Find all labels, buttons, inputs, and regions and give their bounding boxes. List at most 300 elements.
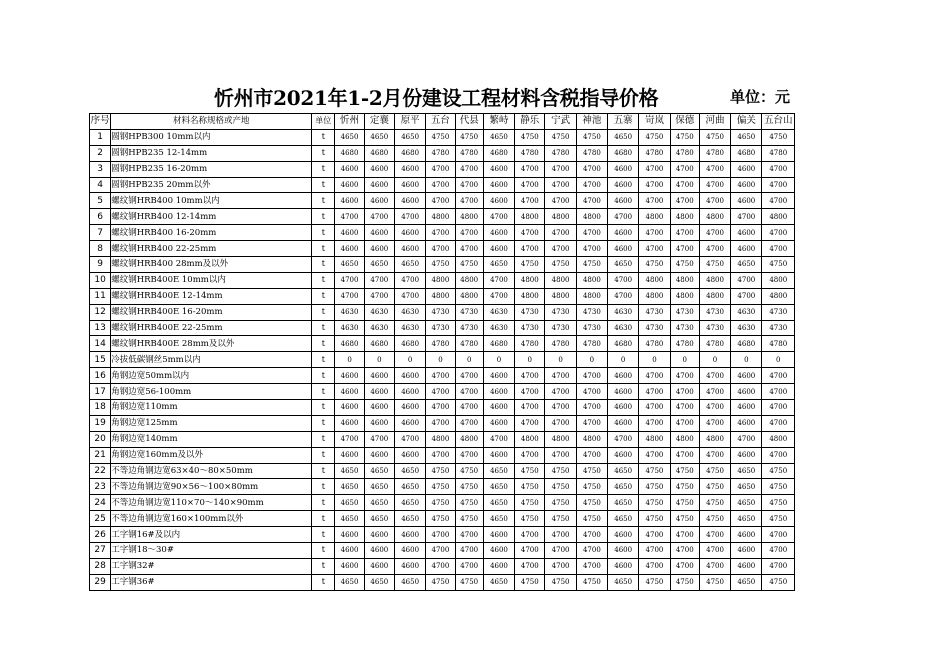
price-cell: 4700 xyxy=(639,368,670,384)
material-name: 角钢边宽56-100mm xyxy=(111,384,312,400)
price-cell: 4700 xyxy=(576,415,607,431)
price-cell: 4600 xyxy=(335,193,364,209)
unit-cell: t xyxy=(312,527,335,543)
table-row xyxy=(90,479,795,495)
price-cell: 4600 xyxy=(364,161,394,177)
price-cell: 4650 xyxy=(608,479,639,495)
price-cell: 4680 xyxy=(335,336,364,352)
table-row xyxy=(90,129,795,145)
price-cell: 4780 xyxy=(515,336,545,352)
price-cell: 4700 xyxy=(762,527,795,543)
price-cell: 4700 xyxy=(639,415,670,431)
price-cell: 4680 xyxy=(335,145,364,161)
price-cell: 4700 xyxy=(515,527,545,543)
material-name: 螺纹钢HRB400E 28mm及以外 xyxy=(111,336,312,352)
unit-cell: t xyxy=(312,400,335,416)
price-cell: 0 xyxy=(364,352,394,368)
table-row xyxy=(90,384,795,400)
price-cell: 4600 xyxy=(483,193,514,209)
price-cell: 0 xyxy=(545,352,576,368)
price-cell: 4700 xyxy=(639,447,670,463)
price-cell: 4750 xyxy=(699,463,730,479)
price-cell: 4700 xyxy=(576,241,607,257)
table-row xyxy=(90,257,795,273)
price-cell: 4600 xyxy=(394,241,425,257)
price-cell: 4700 xyxy=(731,272,762,288)
material-name: 圆钢HPB300 10mm以内 xyxy=(111,129,312,145)
price-cell: 4700 xyxy=(515,177,545,193)
price-cell: 4700 xyxy=(699,384,730,400)
price-cell: 4700 xyxy=(515,161,545,177)
price-cell: 4730 xyxy=(515,320,545,336)
row-number: 23 xyxy=(90,479,111,495)
table-row xyxy=(90,304,795,320)
price-cell: 0 xyxy=(515,352,545,368)
price-cell: 4780 xyxy=(699,145,730,161)
price-cell: 4750 xyxy=(515,574,545,590)
unit-cell: t xyxy=(312,463,335,479)
price-cell: 4730 xyxy=(670,304,699,320)
row-number: 27 xyxy=(90,543,111,559)
price-cell: 4650 xyxy=(394,574,425,590)
material-name: 螺纹钢HRB400 22-25mm xyxy=(111,241,312,257)
price-cell: 4700 xyxy=(576,543,607,559)
unit-cell: t xyxy=(312,384,335,400)
material-name: 螺纹钢HRB400 16-20mm xyxy=(111,225,312,241)
price-cell: 4700 xyxy=(762,558,795,574)
price-cell: 4800 xyxy=(699,209,730,225)
price-cell: 4700 xyxy=(394,288,425,304)
price-cell: 4800 xyxy=(639,209,670,225)
price-cell: 4700 xyxy=(455,400,483,416)
price-cell: 4700 xyxy=(394,209,425,225)
material-name: 圆钢HPB235 16-20mm xyxy=(111,161,312,177)
price-cell: 4750 xyxy=(699,511,730,527)
price-cell: 4700 xyxy=(394,431,425,447)
price-cell: 4800 xyxy=(515,272,545,288)
price-cell: 4700 xyxy=(762,161,795,177)
price-cell: 4700 xyxy=(545,368,576,384)
price-cell: 4750 xyxy=(670,463,699,479)
price-cell: 4700 xyxy=(335,431,364,447)
price-cell: 4750 xyxy=(670,511,699,527)
price-cell: 4600 xyxy=(731,241,762,257)
price-cell: 4700 xyxy=(515,558,545,574)
price-cell: 4750 xyxy=(545,495,576,511)
row-number: 29 xyxy=(90,574,111,590)
header-region: 保德 xyxy=(670,114,699,130)
unit-cell: t xyxy=(312,241,335,257)
price-cell: 4650 xyxy=(335,257,364,273)
price-cell: 4650 xyxy=(335,479,364,495)
price-cell: 4700 xyxy=(545,177,576,193)
price-cell: 4800 xyxy=(545,288,576,304)
price-cell: 4700 xyxy=(576,447,607,463)
table-row xyxy=(90,177,795,193)
price-cell: 4700 xyxy=(762,447,795,463)
table-row xyxy=(90,352,795,368)
table-row xyxy=(90,415,795,431)
price-cell: 4700 xyxy=(762,177,795,193)
price-cell: 4600 xyxy=(731,368,762,384)
table-row xyxy=(90,400,795,416)
price-cell: 4700 xyxy=(455,241,483,257)
price-cell: 4650 xyxy=(608,463,639,479)
price-cell: 4700 xyxy=(699,415,730,431)
price-cell: 4600 xyxy=(731,225,762,241)
price-cell: 4650 xyxy=(364,463,394,479)
material-name: 角钢边宽50mm以内 xyxy=(111,368,312,384)
price-cell: 4800 xyxy=(699,431,730,447)
unit-label: 单位：元 xyxy=(730,88,791,106)
price-cell: 4730 xyxy=(639,320,670,336)
header-region: 静乐 xyxy=(515,114,545,130)
unit-cell: t xyxy=(312,352,335,368)
price-cell: 4700 xyxy=(426,527,455,543)
price-cell: 4750 xyxy=(426,479,455,495)
price-cell: 4700 xyxy=(699,400,730,416)
row-number: 18 xyxy=(90,400,111,416)
price-cell: 4700 xyxy=(426,384,455,400)
price-cell: 4700 xyxy=(576,400,607,416)
price-cell: 4750 xyxy=(545,479,576,495)
price-cell: 4780 xyxy=(639,336,670,352)
price-cell: 4700 xyxy=(670,400,699,416)
row-number: 26 xyxy=(90,527,111,543)
price-cell: 4780 xyxy=(455,145,483,161)
price-cell: 4750 xyxy=(576,495,607,511)
price-cell: 4750 xyxy=(699,495,730,511)
price-cell: 4600 xyxy=(731,384,762,400)
price-cell: 4800 xyxy=(455,431,483,447)
row-number: 22 xyxy=(90,463,111,479)
price-cell: 4750 xyxy=(670,495,699,511)
price-cell: 4700 xyxy=(545,384,576,400)
price-cell: 4650 xyxy=(364,511,394,527)
price-cell: 4600 xyxy=(608,543,639,559)
price-cell: 0 xyxy=(762,352,795,368)
price-cell: 4750 xyxy=(670,257,699,273)
price-cell: 4800 xyxy=(515,288,545,304)
price-cell: 4700 xyxy=(364,272,394,288)
price-cell: 4730 xyxy=(639,304,670,320)
price-cell: 4600 xyxy=(335,400,364,416)
table-row xyxy=(90,527,795,543)
header-region: 岢岚 xyxy=(639,114,670,130)
price-cell: 4730 xyxy=(545,320,576,336)
price-cell: 4650 xyxy=(731,479,762,495)
price-cell: 4700 xyxy=(699,225,730,241)
header-region: 忻州 xyxy=(335,114,364,130)
price-cell: 4700 xyxy=(364,288,394,304)
price-cell: 4630 xyxy=(731,320,762,336)
material-name: 工字钢18～30# xyxy=(111,543,312,559)
price-cell: 4800 xyxy=(670,288,699,304)
price-cell: 4680 xyxy=(394,336,425,352)
price-cell: 4600 xyxy=(394,558,425,574)
material-name: 圆钢HPB235 20mm以外 xyxy=(111,177,312,193)
price-cell: 4700 xyxy=(515,400,545,416)
price-cell: 4680 xyxy=(608,145,639,161)
price-cell: 4600 xyxy=(335,225,364,241)
table-row xyxy=(90,209,795,225)
price-cell: 4750 xyxy=(515,129,545,145)
price-cell: 4650 xyxy=(731,511,762,527)
price-cell: 4700 xyxy=(670,225,699,241)
price-cell: 0 xyxy=(639,352,670,368)
price-cell: 4650 xyxy=(335,574,364,590)
price-cell: 4750 xyxy=(426,463,455,479)
price-cell: 4700 xyxy=(483,209,514,225)
price-cell: 4700 xyxy=(670,177,699,193)
price-cell: 4680 xyxy=(483,336,514,352)
price-cell: 4630 xyxy=(608,320,639,336)
price-cell: 4750 xyxy=(639,511,670,527)
price-cell: 4600 xyxy=(364,400,394,416)
price-cell: 4750 xyxy=(576,574,607,590)
price-cell: 4750 xyxy=(426,511,455,527)
material-name: 螺纹钢HRB400E 10mm以内 xyxy=(111,272,312,288)
price-cell: 4700 xyxy=(608,288,639,304)
row-number: 12 xyxy=(90,304,111,320)
row-number: 28 xyxy=(90,558,111,574)
price-cell: 4600 xyxy=(364,415,394,431)
price-cell: 4600 xyxy=(483,400,514,416)
price-cell: 4600 xyxy=(731,193,762,209)
price-cell: 4600 xyxy=(394,415,425,431)
price-cell: 4600 xyxy=(335,177,364,193)
price-cell: 4700 xyxy=(699,241,730,257)
price-cell: 4700 xyxy=(515,193,545,209)
price-cell: 4700 xyxy=(515,415,545,431)
table-body xyxy=(90,129,795,590)
price-cell: 4650 xyxy=(483,129,514,145)
price-cell: 4600 xyxy=(483,225,514,241)
table-row xyxy=(90,511,795,527)
price-cell: 4600 xyxy=(364,177,394,193)
price-cell: 4700 xyxy=(515,384,545,400)
price-cell: 4700 xyxy=(670,527,699,543)
material-name: 不等边角钢边宽110×70～140×90mm xyxy=(111,495,312,511)
price-cell: 4750 xyxy=(699,129,730,145)
price-cell: 4750 xyxy=(515,511,545,527)
price-cell: 4600 xyxy=(394,543,425,559)
price-cell: 4700 xyxy=(639,241,670,257)
price-cell: 4800 xyxy=(762,431,795,447)
header-region: 五台山 xyxy=(762,114,795,130)
price-cell: 4700 xyxy=(639,558,670,574)
header-region: 神池 xyxy=(576,114,607,130)
unit-cell: t xyxy=(312,511,335,527)
price-cell: 4630 xyxy=(394,320,425,336)
price-cell: 4700 xyxy=(545,543,576,559)
price-cell: 4750 xyxy=(455,129,483,145)
price-cell: 4700 xyxy=(364,209,394,225)
price-cell: 4630 xyxy=(394,304,425,320)
price-cell: 4700 xyxy=(426,368,455,384)
price-cell: 4700 xyxy=(699,558,730,574)
price-cell: 4750 xyxy=(576,257,607,273)
price-cell: 4600 xyxy=(608,225,639,241)
price-cell: 4750 xyxy=(762,463,795,479)
price-cell: 4700 xyxy=(576,368,607,384)
price-cell: 4700 xyxy=(455,447,483,463)
row-number: 4 xyxy=(90,177,111,193)
price-cell: 4780 xyxy=(699,336,730,352)
table-row xyxy=(90,495,795,511)
price-cell: 4630 xyxy=(483,304,514,320)
price-cell: 4600 xyxy=(364,558,394,574)
material-name: 工字钢16#及以内 xyxy=(111,527,312,543)
table-row xyxy=(90,431,795,447)
price-cell: 4700 xyxy=(670,447,699,463)
price-cell: 4700 xyxy=(515,543,545,559)
row-number: 13 xyxy=(90,320,111,336)
price-cell: 4800 xyxy=(576,272,607,288)
price-cell: 4700 xyxy=(426,543,455,559)
table-row xyxy=(90,463,795,479)
material-name: 工字钢32# xyxy=(111,558,312,574)
price-cell: 4800 xyxy=(455,288,483,304)
price-cell: 4800 xyxy=(545,431,576,447)
price-cell: 4750 xyxy=(639,574,670,590)
price-cell: 4700 xyxy=(426,193,455,209)
unit-cell: t xyxy=(312,415,335,431)
price-cell: 4600 xyxy=(731,161,762,177)
price-cell: 4680 xyxy=(483,145,514,161)
price-cell: 4700 xyxy=(731,431,762,447)
price-cell: 4600 xyxy=(335,368,364,384)
unit-cell: t xyxy=(312,574,335,590)
price-cell: 4600 xyxy=(483,558,514,574)
price-cell: 4750 xyxy=(426,574,455,590)
price-cell: 4630 xyxy=(335,304,364,320)
price-cell: 4630 xyxy=(364,304,394,320)
price-cell: 4750 xyxy=(515,495,545,511)
price-cell: 0 xyxy=(670,352,699,368)
unit-cell: t xyxy=(312,336,335,352)
price-cell: 4650 xyxy=(394,129,425,145)
price-cell: 4600 xyxy=(483,527,514,543)
price-cell: 4730 xyxy=(576,304,607,320)
header-region: 偏关 xyxy=(731,114,762,130)
price-cell: 4800 xyxy=(762,272,795,288)
header-region: 代县 xyxy=(455,114,483,130)
price-cell: 4700 xyxy=(670,558,699,574)
price-cell: 4700 xyxy=(639,400,670,416)
header-region: 繁峙 xyxy=(483,114,514,130)
table-row xyxy=(90,288,795,304)
price-cell: 4750 xyxy=(699,479,730,495)
unit-cell: t xyxy=(312,368,335,384)
price-cell: 4750 xyxy=(762,495,795,511)
price-cell: 4650 xyxy=(335,495,364,511)
header-region: 定襄 xyxy=(364,114,394,130)
price-cell: 4700 xyxy=(455,225,483,241)
row-number: 1 xyxy=(90,129,111,145)
price-cell: 4630 xyxy=(608,304,639,320)
price-cell: 4600 xyxy=(608,558,639,574)
price-cell: 4700 xyxy=(608,209,639,225)
price-cell: 4750 xyxy=(515,479,545,495)
price-cell: 4730 xyxy=(515,304,545,320)
price-cell: 4750 xyxy=(639,463,670,479)
material-name: 工字钢36# xyxy=(111,574,312,590)
row-number: 20 xyxy=(90,431,111,447)
header-region: 原平 xyxy=(394,114,425,130)
price-cell: 4780 xyxy=(576,336,607,352)
header-region: 五台 xyxy=(426,114,455,130)
price-cell: 4750 xyxy=(670,574,699,590)
price-cell: 4750 xyxy=(670,129,699,145)
price-cell: 4600 xyxy=(608,161,639,177)
price-cell: 4700 xyxy=(670,384,699,400)
table-row xyxy=(90,225,795,241)
price-cell: 4700 xyxy=(545,447,576,463)
price-cell: 4650 xyxy=(483,463,514,479)
material-name: 螺纹钢HRB400E 22-25mm xyxy=(111,320,312,336)
price-cell: 4630 xyxy=(335,320,364,336)
price-cell: 4700 xyxy=(576,177,607,193)
price-cell: 4750 xyxy=(762,574,795,590)
price-cell: 4600 xyxy=(608,447,639,463)
price-cell: 0 xyxy=(699,352,730,368)
price-cell: 4730 xyxy=(699,320,730,336)
unit-cell: t xyxy=(312,177,335,193)
price-cell: 4600 xyxy=(394,384,425,400)
price-cell: 4700 xyxy=(455,543,483,559)
row-number: 14 xyxy=(90,336,111,352)
row-number: 6 xyxy=(90,209,111,225)
price-cell: 4700 xyxy=(699,368,730,384)
price-cell: 4600 xyxy=(731,447,762,463)
price-cell: 4780 xyxy=(545,145,576,161)
price-cell: 4780 xyxy=(515,145,545,161)
price-cell: 4650 xyxy=(731,463,762,479)
price-cell: 4700 xyxy=(426,161,455,177)
price-cell: 4800 xyxy=(762,209,795,225)
row-number: 5 xyxy=(90,193,111,209)
price-cell: 4650 xyxy=(394,495,425,511)
row-number: 8 xyxy=(90,241,111,257)
price-cell: 4750 xyxy=(426,257,455,273)
price-cell: 4800 xyxy=(670,209,699,225)
price-cell: 4700 xyxy=(545,161,576,177)
material-name: 螺纹钢HRB400 12-14mm xyxy=(111,209,312,225)
unit-cell: t xyxy=(312,161,335,177)
price-cell: 4750 xyxy=(762,511,795,527)
row-number: 2 xyxy=(90,145,111,161)
price-cell: 4650 xyxy=(335,511,364,527)
price-cell: 4780 xyxy=(426,336,455,352)
price-cell: 4700 xyxy=(515,241,545,257)
unit-cell: t xyxy=(312,257,335,273)
price-cell: 4700 xyxy=(576,225,607,241)
price-cell: 4750 xyxy=(545,574,576,590)
price-cell: 4730 xyxy=(576,320,607,336)
price-cell: 4700 xyxy=(670,415,699,431)
price-cell: 4600 xyxy=(731,400,762,416)
price-cell: 4700 xyxy=(545,225,576,241)
price-cell: 4700 xyxy=(545,558,576,574)
price-cell: 4650 xyxy=(608,257,639,273)
price-cell: 4700 xyxy=(639,177,670,193)
price-cell: 4800 xyxy=(426,288,455,304)
price-cell: 4700 xyxy=(515,225,545,241)
unit-cell: t xyxy=(312,304,335,320)
price-cell: 4780 xyxy=(639,145,670,161)
price-cell: 4800 xyxy=(639,431,670,447)
